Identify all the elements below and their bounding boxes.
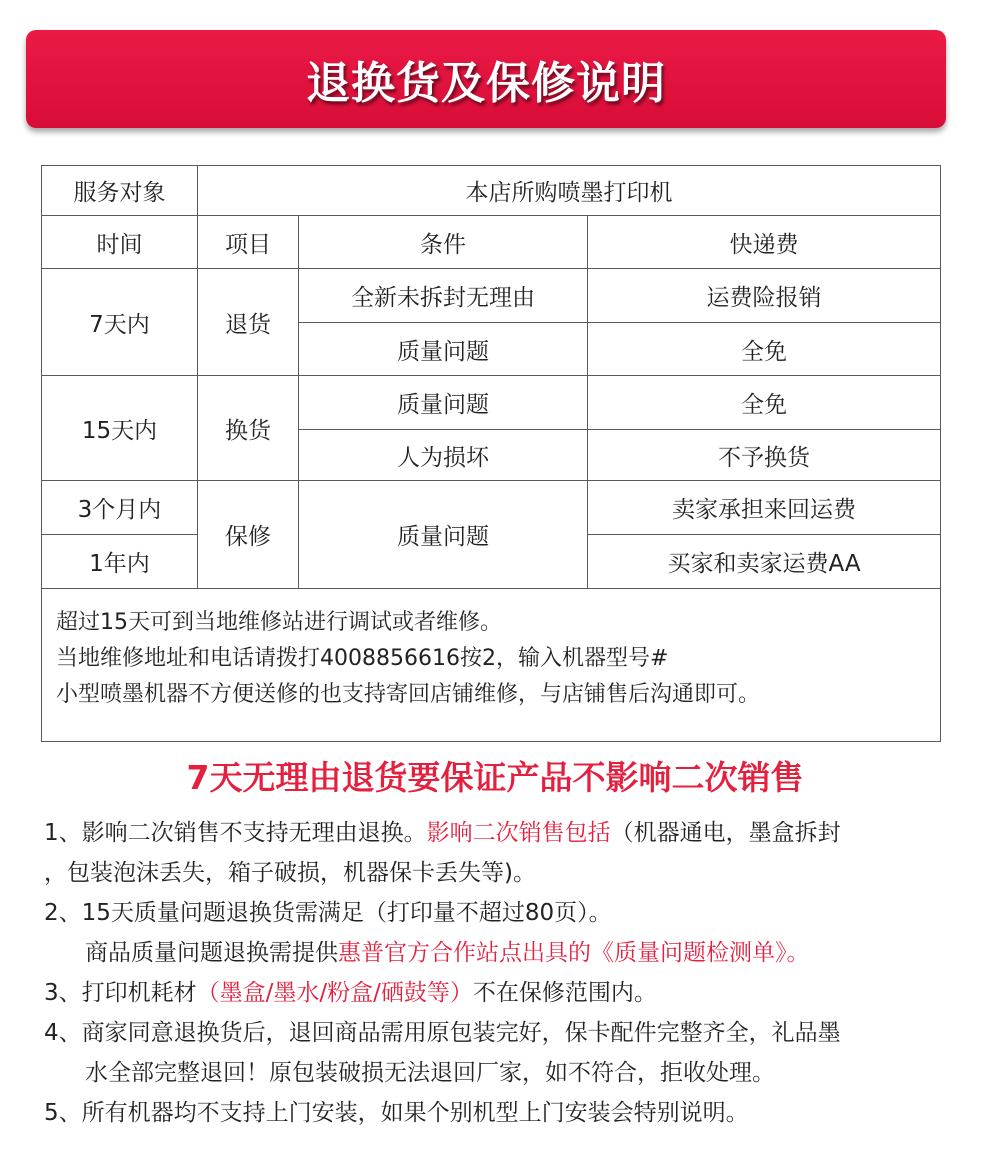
rule-2-continued [44, 933, 974, 973]
rule-text: 3、打印机耗材 [44, 980, 197, 1006]
condition-cell: 全新未拆封无理由 [299, 269, 588, 323]
table-row [42, 481, 941, 535]
rule-text: 1、影响二次销售不支持无理由退换。 [44, 820, 427, 846]
header-time: 时间 [42, 216, 198, 269]
note-line: 超过15天可到当地维修站进行调试或者维修。 [56, 610, 502, 635]
rule-4-continued: 水全部完整退回！原包装破损无法退回厂家，如不符合，拒收处理。 [85, 1060, 775, 1086]
shipping-cell: 卖家承担来回运费 [588, 481, 941, 535]
title-banner [26, 30, 946, 128]
rule-highlight: 影响二次销售包括 [426, 820, 611, 846]
note-line: 小型喷墨机器不方便送修的也支持寄回店铺维修，与店铺售后沟通即可。 [56, 682, 761, 707]
rule-3 [44, 973, 974, 1013]
condition-cell: 人为损坏 [299, 430, 588, 481]
rule-text: 不在保修范围内。 [472, 980, 657, 1006]
rule-highlight: （墨盒/墨水/粉盒/硒鼓等） [196, 980, 473, 1006]
shipping-cell: 全免 [588, 376, 941, 430]
note-line: 当地维修地址和电话请拨打4008856616按2，输入机器型号# [56, 646, 669, 671]
rule-text: （机器通电，墨盒拆封 [610, 820, 841, 846]
time-3-months: 3个月内 [42, 481, 198, 535]
time-7-days: 7天内 [42, 269, 198, 376]
header-shipping: 快递费 [588, 216, 941, 269]
condition-cell: 质量问题 [299, 376, 588, 430]
time-1-year: 1年内 [42, 535, 198, 589]
header-item: 项目 [198, 216, 299, 269]
condition-cell: 质量问题 [299, 481, 588, 589]
item-warranty: 保修 [198, 481, 299, 589]
notes-cell [42, 589, 941, 742]
table-row [42, 269, 941, 323]
rule-highlight: 惠普官方合作站点出具的《质量问题检测单》。 [338, 940, 810, 966]
table-notes-row [42, 589, 941, 742]
item-exchange: 换货 [198, 376, 299, 481]
service-label: 服务对象 [42, 166, 198, 216]
page-title: 退换货及保修说明 [306, 58, 666, 109]
rule-text: 商品质量问题退换需提供 [85, 940, 338, 966]
condition-cell: 质量问题 [299, 323, 588, 376]
rule-1-continued: ，包装泡沫丢失，箱子破损，机器保卡丢失等)。 [44, 860, 536, 886]
time-15-days: 15天内 [42, 376, 198, 481]
item-return: 退货 [198, 269, 299, 376]
shipping-cell: 买家和卖家运费AA [588, 535, 941, 589]
shipping-cell: 全免 [588, 323, 941, 376]
service-table [41, 165, 941, 742]
rules-list [44, 813, 974, 1133]
service-value: 本店所购喷墨打印机 [198, 166, 941, 216]
header-condition: 条件 [299, 216, 588, 269]
rule-1 [44, 813, 974, 853]
rule-5: 5、所有机器均不支持上门安装，如果个别机型上门安装会特别说明。 [44, 1100, 749, 1126]
table-header-row [42, 216, 941, 269]
table-row [42, 376, 941, 430]
rule-4: 4、商家同意退换货后，退回商品需用原包装完好，保卡配件完整齐全，礼品墨 [44, 1020, 841, 1046]
shipping-cell: 不予换货 [588, 430, 941, 481]
table-row [42, 166, 941, 216]
return-policy-headline: 7天无理由退货要保证产品不影响二次销售 [186, 758, 804, 797]
shipping-cell: 运费险报销 [588, 269, 941, 323]
rule-2: 2、15天质量问题退换货需满足（打印量不超过80页）。 [44, 900, 612, 926]
